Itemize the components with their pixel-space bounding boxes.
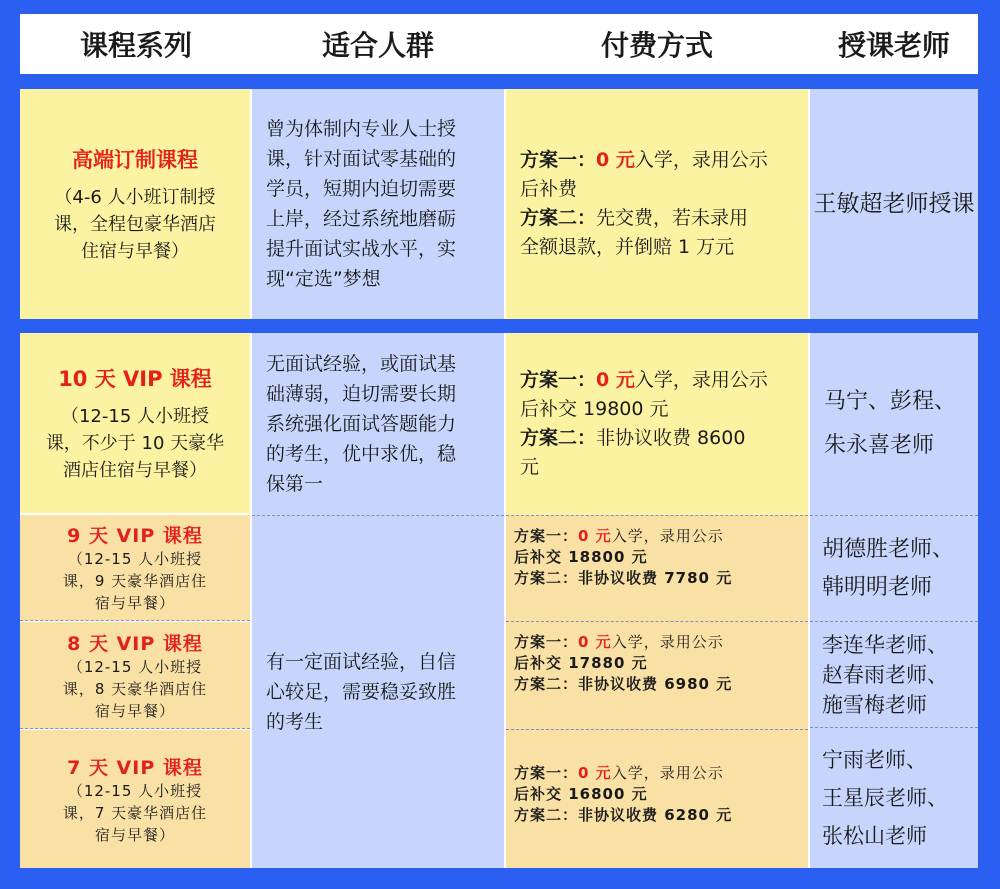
- course-title: 9 天 VIP 课程: [67, 525, 203, 547]
- audience-cell-10day: [252, 333, 504, 515]
- teacher-names: 李连华老师、 赵春雨老师、 施雪梅老师: [822, 632, 948, 717]
- table-header: [20, 14, 978, 74]
- teacher-cell-10day: [810, 333, 978, 515]
- course-title: 7 天 VIP 课程: [67, 756, 203, 779]
- payment-text: 方案一：0 元入学，录用公示 后补交 17880 元 方案二：非协议收费 6980 元: [514, 633, 733, 693]
- header-course-series: 课程系列: [79, 29, 192, 62]
- course-cell-7day: [20, 730, 250, 868]
- vip-course-block: [20, 333, 978, 868]
- teacher-names: 宁雨老师、 王星辰老师、 张松山老师: [822, 748, 948, 848]
- payment-text: 方案一：0 元入学，录用公示 后补交 16800 元 方案二：非协议收费 6280 元: [514, 763, 733, 824]
- payment-cell: [506, 89, 808, 319]
- audience-text: 无面试经验，或面试基 础薄弱，迫切需要长期 系统强化面试答题能力 的考生，优中求优，稳 保第一: [266, 353, 457, 495]
- course-cell-10day: [20, 333, 250, 513]
- header-teachers: 授课老师: [837, 29, 950, 62]
- course-title: 高端订制课程: [72, 147, 198, 172]
- audience-text: 有一定面试经验，自信 心较足，需要稳妥致胜 的考生: [266, 651, 457, 733]
- header-payment: 付费方式: [600, 29, 713, 62]
- course-cell-8day: [20, 622, 250, 729]
- teacher-cell-9day: [810, 515, 978, 621]
- payment-cell-8day: [506, 621, 808, 729]
- header-audience: 适合人群: [321, 29, 434, 62]
- teacher-cell: [810, 89, 978, 319]
- payment-cell-9day: [506, 515, 808, 621]
- payment-cell-7day: [506, 729, 808, 868]
- custom-course-block: [20, 89, 978, 319]
- course-title: 10 天 VIP 课程: [58, 366, 212, 391]
- payment-cell-10day: [506, 333, 808, 515]
- audience-cell: [252, 89, 504, 319]
- course-note: （12-15 人小班授 课，8 天豪华酒店住 宿与早餐）: [62, 657, 208, 720]
- payment-text: 方案一：0 元入学，录用公示 后补交 19800 元 方案二：非协议收费 8600 元: [520, 369, 768, 478]
- course-cell: [20, 89, 250, 319]
- teacher-names: 王敏超老师授课: [813, 191, 975, 217]
- teacher-names: 马宁、彭程、 朱永喜老师: [824, 389, 957, 458]
- teacher-cell-7day: [810, 727, 978, 868]
- payment-text: 方案一：0 元入学，录用公示 后补费 方案二：先交费，若未录用 全额退款，并倒赔 1 万元: [520, 149, 768, 258]
- course-note: （4-6 人小班订制授 课，全程包豪华酒店 住宿与早餐）: [54, 186, 216, 262]
- course-title: 8 天 VIP 课程: [67, 632, 203, 655]
- course-note: （12-15 人小班授 课，9 天豪华酒店住 宿与早餐）: [62, 550, 208, 612]
- teacher-cell-8day: [810, 621, 978, 727]
- course-cell-9day: [20, 515, 250, 621]
- payment-text: 方案一：0 元入学，录用公示 后补交 18800 元 方案二：非协议收费 7780 元: [514, 527, 733, 587]
- teacher-names: 胡德胜老师、 韩明明老师: [822, 536, 955, 600]
- course-note: （12-15 人小班授 课，7 天豪华酒店住 宿与早餐）: [62, 781, 208, 844]
- audience-text: 曾为体制内专业人士授 课，针对面试零基础的 学员，短期内迫切需要 上岸，经过系统地磨砺 提升面试实战水平，实 现“定选”梦想: [266, 118, 457, 290]
- audience-cell-shared: [252, 515, 504, 868]
- course-note: （12-15 人小班授 课，不少于 10 天豪华 酒店住宿与早餐）: [45, 405, 225, 481]
